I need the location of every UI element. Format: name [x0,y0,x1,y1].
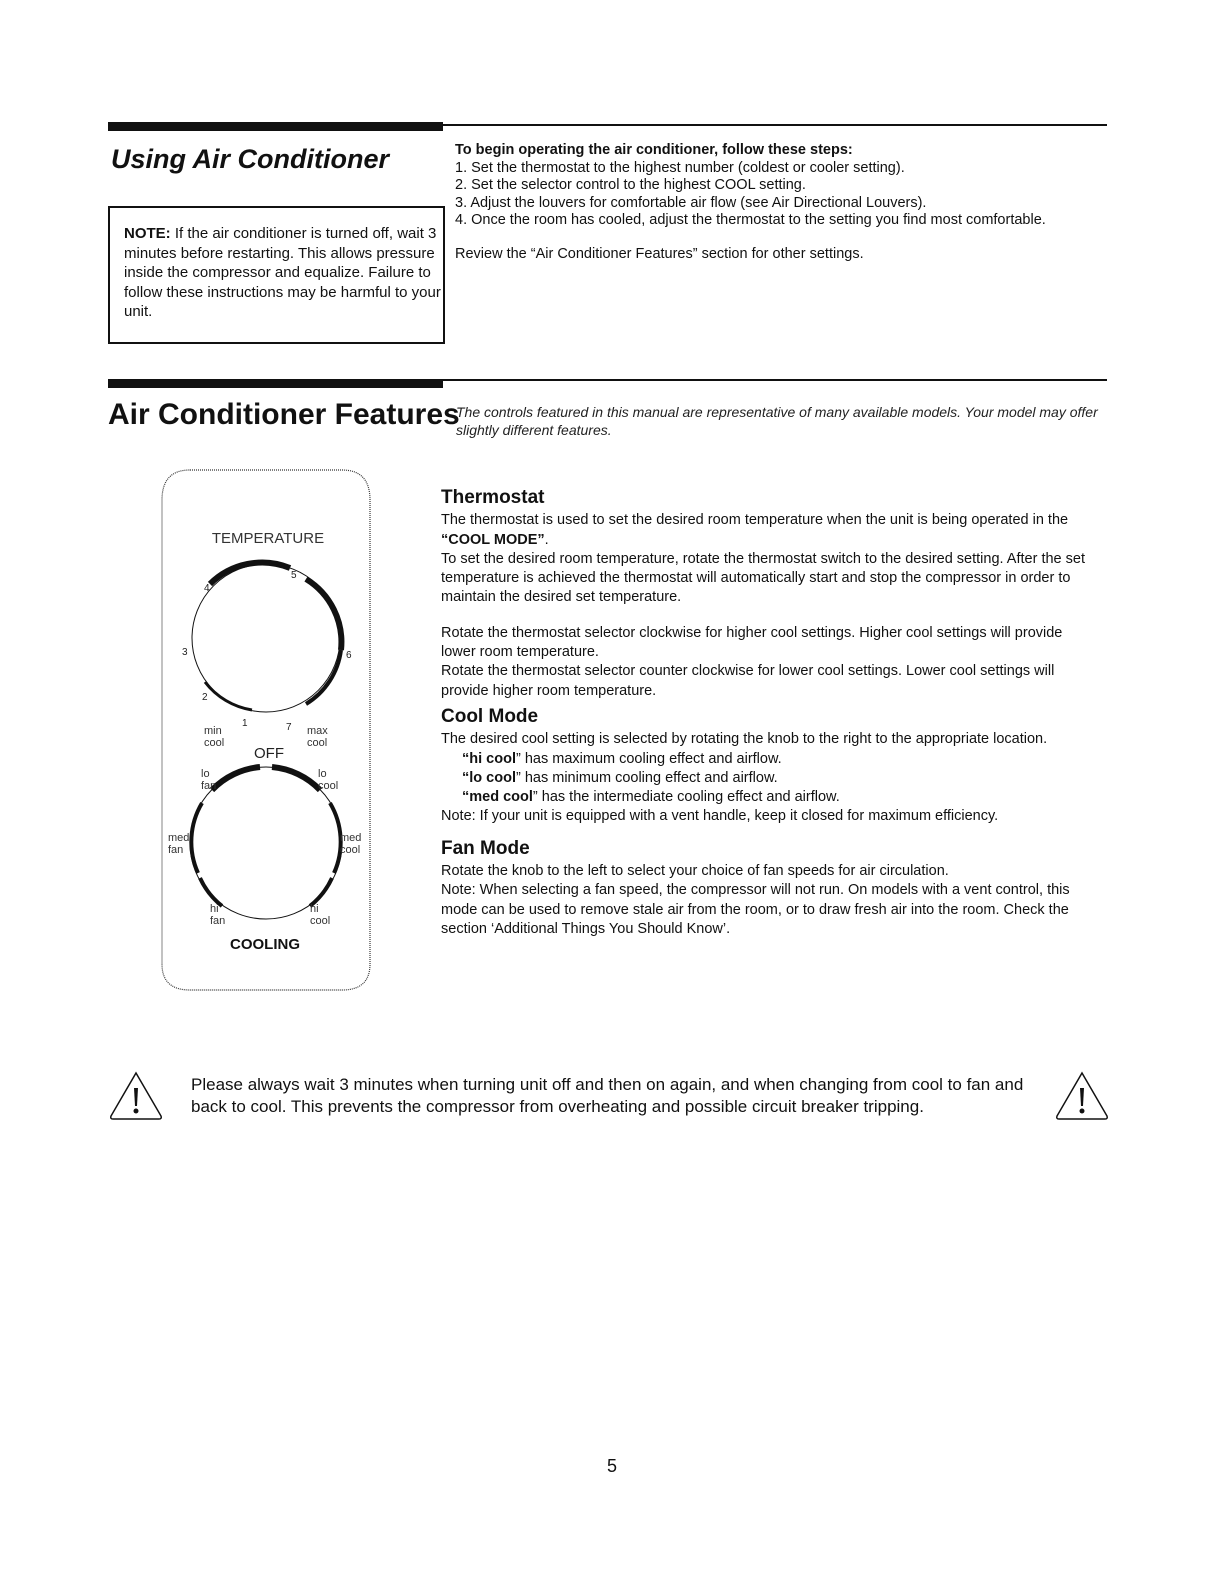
temperature-label: TEMPERATURE [211,530,325,547]
cool-mode-note: Note: If your unit is equipped with a vent handle, keep it closed for maximum efficiency. [441,808,999,825]
hi-cool-label: hi [310,903,319,915]
dial-number: 6 [346,650,352,661]
med-cool-line [441,788,1101,807]
thermostat-heading: Thermostat [441,487,545,508]
med-cool-label: cool [340,844,361,856]
note-box [108,206,445,344]
dial-number: 3 [182,647,188,658]
thermostat-p4: Rotate the thermostat selector counter clockwise for lower cool settings. Lower cool settings will provide higher room temperature. [441,663,1055,699]
med-cool-label: med [340,832,362,844]
lo-cool-label: lo [318,768,327,780]
med-fan-label: fan [168,844,184,856]
text-span: ” has the intermediate cooling effect and airflow. [532,789,840,806]
cool-mode-intro: The desired cool setting is selected by rotating the knob to the right to the appropriate location. [441,731,1048,748]
note-label: NOTE: [124,225,171,242]
fan-mode-heading: Fan Mode [441,837,530,859]
features-text [441,488,1101,939]
dial-number: 1 [242,718,248,729]
hi-fan-label: hi [210,903,219,915]
review-text: Review the “Air Conditioner Features” section for other settings. [455,245,864,262]
lo-fan-label: lo [201,768,210,780]
step-item: 3. Adjust the louvers for comfortable air flow (see Air Directional Louvers). [455,194,927,211]
text-span: ” has minimum cooling effect and airflow. [515,769,778,786]
fan-mode-p2: Note: When selecting a fan speed, the compressor will not run. On models with a vent control, this mode can be used to remove stale air from the room, or to draw fresh air into the room. Check the section ‘Additional Things You Should Know’. [441,882,1070,937]
section-rule-thick [108,379,443,388]
fan-mode-p1: Rotate the knob to the left to select your choice of fan speeds for air circulation. [441,863,949,880]
section-rule-thick [108,122,443,131]
lo-fan-label: fan [201,780,217,792]
panel-outline [162,470,370,990]
steps-block [455,142,1115,263]
dial-number: 5 [291,570,297,581]
lo-cool-label: cool [318,780,339,792]
bold-term: “hi cool [462,750,516,767]
hi-cool-line [441,750,1101,769]
warning-icon [108,1070,164,1122]
dial-number: 2 [202,692,208,703]
disclaimer: The controls featured in this manual are representative of many available models. Your model may offer slightly different features. [456,404,1098,438]
warning-text: Please always wait 3 minutes when turning unit off and then on again, and when changing from cool to fan and back to cool. This prevents the compressor from overheating and possible circuit breaker tripping. [191,1075,1024,1116]
step-item: 4. Once the room has cooled, adjust the thermostat to the setting you find most comfortable. [455,212,1046,228]
section-title-features: Air Conditioner Features [108,398,460,431]
dial-number: 4 [204,583,210,594]
thermostat-p1 [441,511,1101,550]
step-item: 2. Set the selector control to the highest COOL setting. [455,177,806,193]
bold-term: “med cool [462,789,533,806]
section-title-using: Using Air Conditioner [111,144,389,174]
max-cool-label: cool [307,737,328,749]
section-rule-thin [443,124,1107,126]
off-label: OFF [254,745,284,762]
dial-number: 7 [286,722,292,733]
note-text: If the air conditioner is turned off, wait 3 minutes before restarting. This allows pressure inside the compressor and equalize. Failure to follow these instructions may be harmful to your unit. [124,225,441,320]
hi-cool-label: cool [310,915,331,927]
control-panel-illustration [160,468,372,992]
steps-heading: To begin operating the air conditioner, follow these steps: [455,142,853,158]
cooling-label: COOLING [230,936,300,953]
hi-fan-label: fan [210,915,226,927]
thermostat-p3: Rotate the thermostat selector clockwise for higher cool settings. Higher cool settings will provide lower room temperature. [441,624,1063,661]
bold-term: “lo cool [462,769,516,786]
lo-cool-line [441,769,1101,788]
text-span: . [544,531,549,548]
min-cool-label: cool [204,737,225,749]
steps-list [455,160,1115,230]
warning-icon [1054,1070,1110,1122]
page-number: 5 [606,1456,617,1476]
min-cool-label: min [204,725,222,737]
text-span: ” has maximum cooling effect and airflow. [515,750,782,767]
med-fan-label: med [168,832,190,844]
thermostat-p2: To set the desired room temperature, rotate the thermostat switch to the desired setting. After the set temperature is achieved the thermostat will automatically start and stop the compressor in order to maintain the desired set temperature. [441,550,1085,606]
cool-mode-heading: Cool Mode [441,705,539,727]
max-cool-label: max [307,725,328,737]
text-span: The thermostat is used to set the desired room temperature when the unit is being operated in the [441,512,1069,529]
section-rule-thin [443,379,1107,381]
cool-mode-bold: “COOL MODE” [441,531,545,548]
step-item: 1. Set the thermostat to the highest number (coldest or cooler setting). [455,159,905,176]
